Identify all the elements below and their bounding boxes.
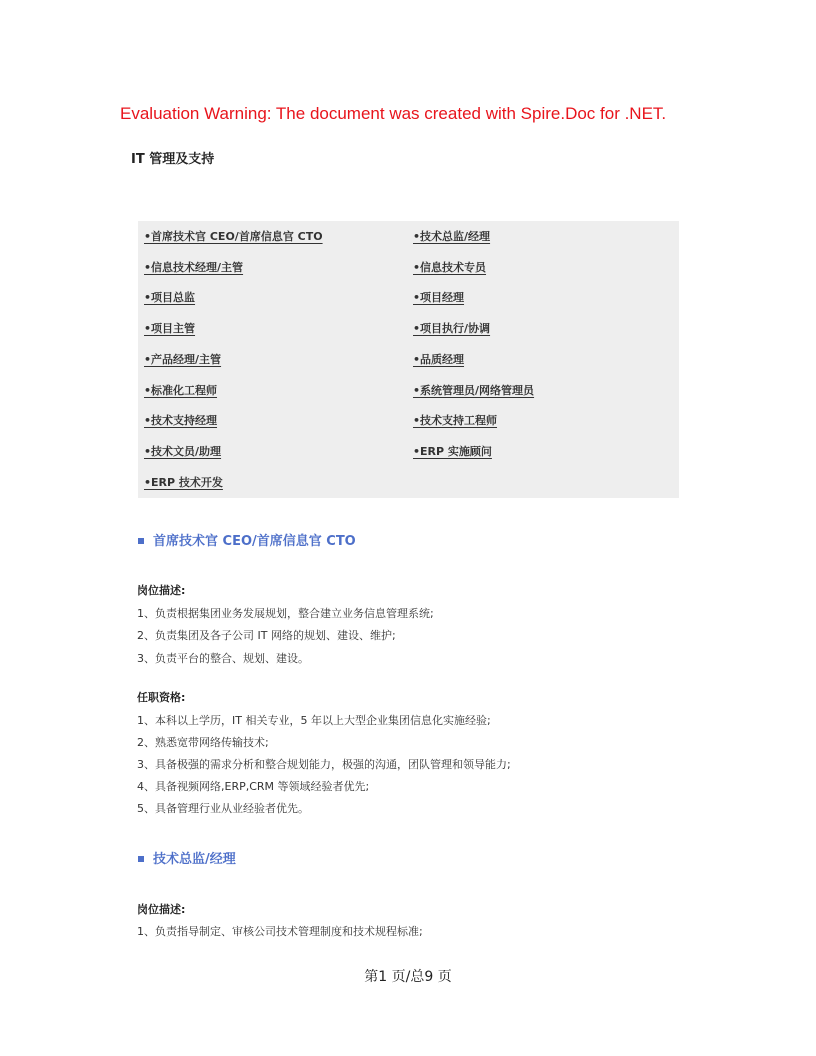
job-link-project-director[interactable]: •项目总监 — [144, 291, 196, 304]
desc-line: 3、负责平台的整合、规划、建设。 — [137, 652, 309, 665]
evaluation-warning: Evaluation Warning: The document was created with Spire.Doc for .NET. — [120, 104, 667, 123]
desc-label: 岗位描述: — [137, 584, 186, 597]
section-heading-text: 首席技术官 CEO/首席信息官 CTO — [153, 534, 356, 549]
job-link-quality-manager[interactable]: •品质经理 — [413, 353, 465, 366]
req-line: 3、具备极强的需求分析和整合规划能力，极强的沟通，团队管理和领导能力; — [137, 758, 511, 771]
job-link-erp-developer[interactable]: •ERP 技术开发 — [144, 476, 223, 489]
job-link-project-manager[interactable]: •项目经理 — [413, 291, 465, 304]
job-link-support-engineer[interactable]: •技术支持工程师 — [413, 414, 498, 427]
job-link-standardization-engineer[interactable]: •标准化工程师 — [144, 384, 218, 397]
job-link-cto[interactable]: •首席技术官 CEO/首席信息官 CTO — [144, 230, 323, 243]
page-footer: 第1 页/总9 页 — [364, 969, 452, 985]
job-list-box — [138, 221, 679, 498]
desc-label: 岗位描述: — [137, 903, 186, 916]
req-label: 任职资格: — [137, 691, 186, 704]
square-bullet-icon — [138, 538, 144, 544]
page-title: IT 管理及支持 — [131, 152, 215, 167]
section-heading-text: 技术总监/经理 — [153, 852, 236, 867]
job-link-sysadmin[interactable]: •系统管理员/网络管理员 — [413, 384, 535, 397]
req-line: 5、具备管理行业从业经验者优先。 — [137, 802, 309, 815]
job-link-erp-consultant[interactable]: •ERP 实施顾问 — [413, 445, 492, 458]
req-line: 4、具备视频网络,ERP,CRM 等领域经验者优先; — [137, 780, 370, 793]
job-link-product-manager[interactable]: •产品经理/主管 — [144, 353, 222, 366]
desc-line: 1、负责指导制定、审核公司技术管理制度和技术规程标准; — [137, 925, 423, 938]
section-heading-tech-director — [138, 848, 236, 867]
square-bullet-icon — [138, 856, 144, 862]
job-link-it-manager[interactable]: •信息技术经理/主管 — [144, 261, 244, 274]
job-link-it-specialist[interactable]: •信息技术专员 — [413, 261, 487, 274]
desc-line: 2、负责集团及各子公司 IT 网络的规划、建设、维护; — [137, 629, 396, 642]
job-link-project-coordinator[interactable]: •项目执行/协调 — [413, 322, 491, 335]
desc-line: 1、负责根据集团业务发展规划，整合建立业务信息管理系统; — [137, 607, 434, 620]
section-heading-cto — [138, 530, 356, 549]
job-link-tech-director[interactable]: •技术总监/经理 — [413, 230, 491, 243]
job-link-project-supervisor[interactable]: •项目主管 — [144, 322, 196, 335]
job-link-tech-assistant[interactable]: •技术文员/助理 — [144, 445, 222, 458]
job-link-support-manager[interactable]: •技术支持经理 — [144, 414, 218, 427]
req-line: 1、本科以上学历，IT 相关专业，5 年以上大型企业集团信息化实施经验; — [137, 714, 491, 727]
req-line: 2、熟悉宽带网络传输技术; — [137, 736, 269, 749]
